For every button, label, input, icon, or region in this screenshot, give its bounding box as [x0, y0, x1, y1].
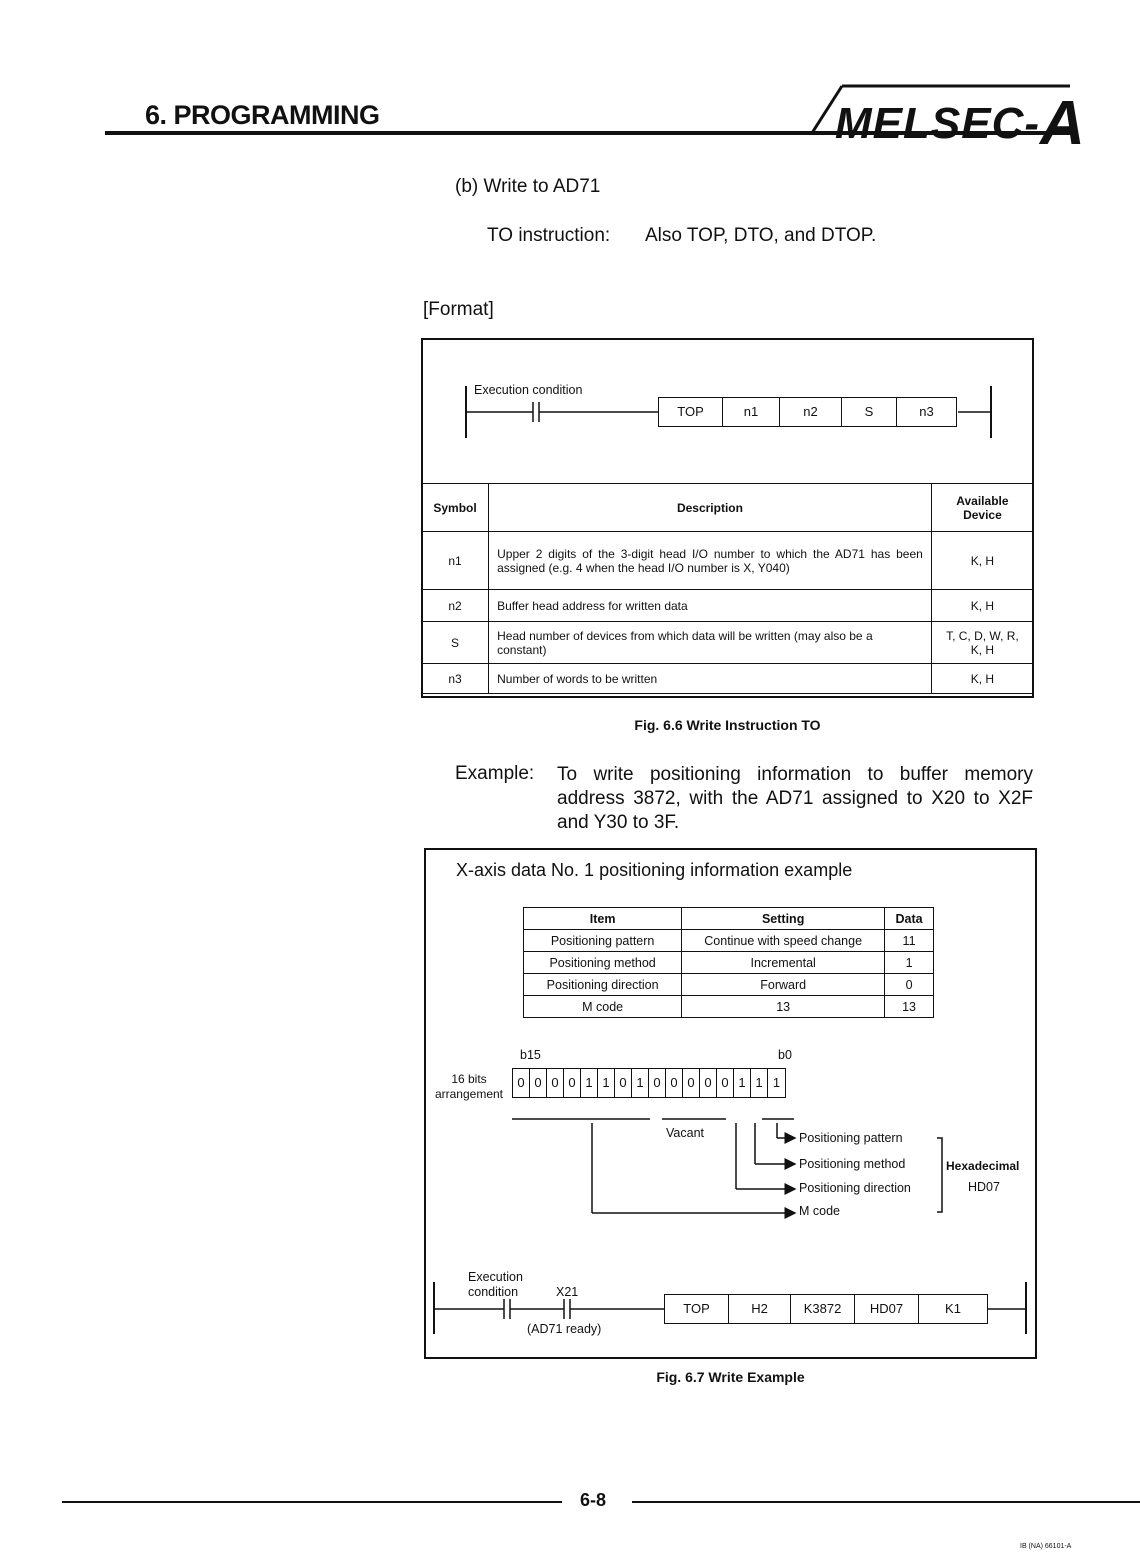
pos-header-setting: Setting	[682, 908, 885, 930]
pos-setting: Continue with speed change	[682, 930, 885, 952]
spec-symbol: n1	[422, 532, 489, 590]
example-condition-label: Execution condition	[468, 1270, 523, 1299]
bit-cell: 0	[649, 1069, 666, 1097]
bit-cell: 1	[751, 1069, 768, 1097]
fig67-caption: Fig. 6.7 Write Example	[656, 1369, 805, 1385]
bit-cell: 0	[615, 1069, 632, 1097]
bit-cell: 1	[598, 1069, 615, 1097]
field-label: M code	[799, 1204, 840, 1218]
contact-label: X21	[556, 1285, 579, 1299]
pos-item: Positioning direction	[524, 974, 682, 996]
bit-cell: 1	[581, 1069, 598, 1097]
example-title: X-axis data No. 1 positioning information example	[456, 860, 853, 880]
table-row	[524, 996, 934, 1018]
pos-data: 13	[885, 996, 934, 1018]
vacant-label: Vacant	[666, 1126, 704, 1140]
bit-cell: 0	[717, 1069, 734, 1097]
positioning-table	[523, 907, 934, 1018]
format-cell-n2: n2	[780, 398, 842, 426]
example-cell-op: TOP	[665, 1295, 729, 1323]
instruction-label: TO instruction:	[487, 225, 611, 246]
example-cell-n3: K1	[945, 1301, 961, 1316]
bit-cell: 0	[700, 1069, 717, 1097]
pos-data: 11	[885, 930, 934, 952]
spec-description: Upper 2 digits of the 3-digit head I/O number to which the AD71 has been assigned (e.g. 4 when the head I/O number is X, Y040)	[489, 532, 932, 590]
bit-cell: 0	[547, 1069, 564, 1097]
table-row	[524, 974, 934, 996]
example-cell-n2: K3872	[791, 1295, 855, 1323]
bit-low-label: b0	[778, 1048, 792, 1062]
spec-device: K, H	[931, 664, 1033, 694]
spec-description: Head number of devices from which data will be written (may also be a constant)	[489, 622, 932, 664]
brand-suffix: A	[1040, 89, 1086, 158]
table-row	[422, 664, 1034, 694]
instruction-also: Also TOP, DTO, and DTOP.	[645, 225, 877, 246]
format-instruction-box	[658, 397, 957, 427]
spec-description: Number of words to be written	[489, 664, 932, 694]
pos-header-data: Data	[885, 908, 934, 930]
spec-table	[421, 483, 1034, 694]
pos-item: Positioning pattern	[524, 930, 682, 952]
subheading: (b) Write to AD71	[455, 176, 601, 197]
bits-label: 16 bits arrangement	[434, 1072, 504, 1101]
page-number: 6-8	[580, 1490, 607, 1510]
bit-cell: 1	[632, 1069, 649, 1097]
bit-row	[512, 1068, 786, 1098]
fig66-caption: Fig. 6.6 Write Instruction TO	[634, 717, 821, 733]
field-label: Positioning method	[799, 1157, 906, 1171]
spec-header-symbol: Symbol	[422, 484, 489, 532]
pos-setting: Forward	[682, 974, 885, 996]
bit-cell: 1	[772, 1075, 781, 1090]
hex-value: HD07	[968, 1180, 1000, 1194]
bit-cell: 1	[734, 1069, 751, 1097]
bit-cell: 0	[666, 1069, 683, 1097]
bit-cell: 0	[513, 1069, 530, 1097]
spec-symbol: S	[422, 622, 489, 664]
hex-label: Hexadecimal	[946, 1159, 1020, 1173]
table-row	[422, 622, 1034, 664]
format-cell-s: S	[842, 398, 897, 426]
pos-item: Positioning method	[524, 952, 682, 974]
example-instruction-box	[664, 1294, 988, 1324]
format-cell-n3: n3	[919, 404, 934, 419]
pos-header-item: Item	[524, 908, 682, 930]
bit-cell: 0	[683, 1069, 700, 1097]
example-label: Example:	[455, 763, 535, 784]
example-text: To write positioning information to buffer memory address 3872, with the AD71 assigned to X20 to X2F and Y30 to 3F.	[557, 764, 1033, 833]
field-label: Positioning direction	[799, 1181, 911, 1195]
bit-cell: 0	[530, 1069, 547, 1097]
example-cell-n1: H2	[729, 1295, 791, 1323]
pos-setting: 13	[682, 996, 885, 1018]
spec-header-description: Description	[489, 484, 932, 532]
pos-data: 0	[885, 974, 934, 996]
format-condition-label: Execution condition	[474, 383, 583, 397]
spec-symbol: n3	[422, 664, 489, 694]
spec-header-device: Available Device	[931, 484, 1033, 532]
brand-text: MELSEC-	[835, 99, 1040, 148]
bit-high-label: b15	[520, 1048, 541, 1062]
pos-data: 1	[885, 952, 934, 974]
spec-device: K, H	[931, 590, 1033, 622]
spec-symbol: n2	[422, 590, 489, 622]
table-row	[524, 952, 934, 974]
table-row	[422, 590, 1034, 622]
header-rule	[0, 0, 1140, 160]
field-label: Positioning pattern	[799, 1131, 903, 1145]
spec-device: K, H	[931, 532, 1033, 590]
footer-rule	[0, 1490, 1140, 1520]
format-label: [Format]	[423, 299, 494, 320]
bit-cell: 0	[564, 1069, 581, 1097]
section-title: 6. PROGRAMMING	[145, 100, 380, 130]
pos-item: M code	[524, 996, 682, 1018]
table-row	[422, 532, 1034, 590]
spec-device: T, C, D, W, R, K, H	[931, 622, 1033, 664]
spec-description: Buffer head address for written data	[489, 590, 932, 622]
format-cell-op: TOP	[659, 398, 723, 426]
table-row	[524, 930, 934, 952]
format-cell-n1: n1	[723, 398, 780, 426]
example-cell-s: HD07	[855, 1295, 919, 1323]
ready-label: (AD71 ready)	[527, 1322, 602, 1336]
doc-code: IB (NA) 66101-A	[1020, 1543, 1072, 1550]
pos-setting: Incremental	[682, 952, 885, 974]
